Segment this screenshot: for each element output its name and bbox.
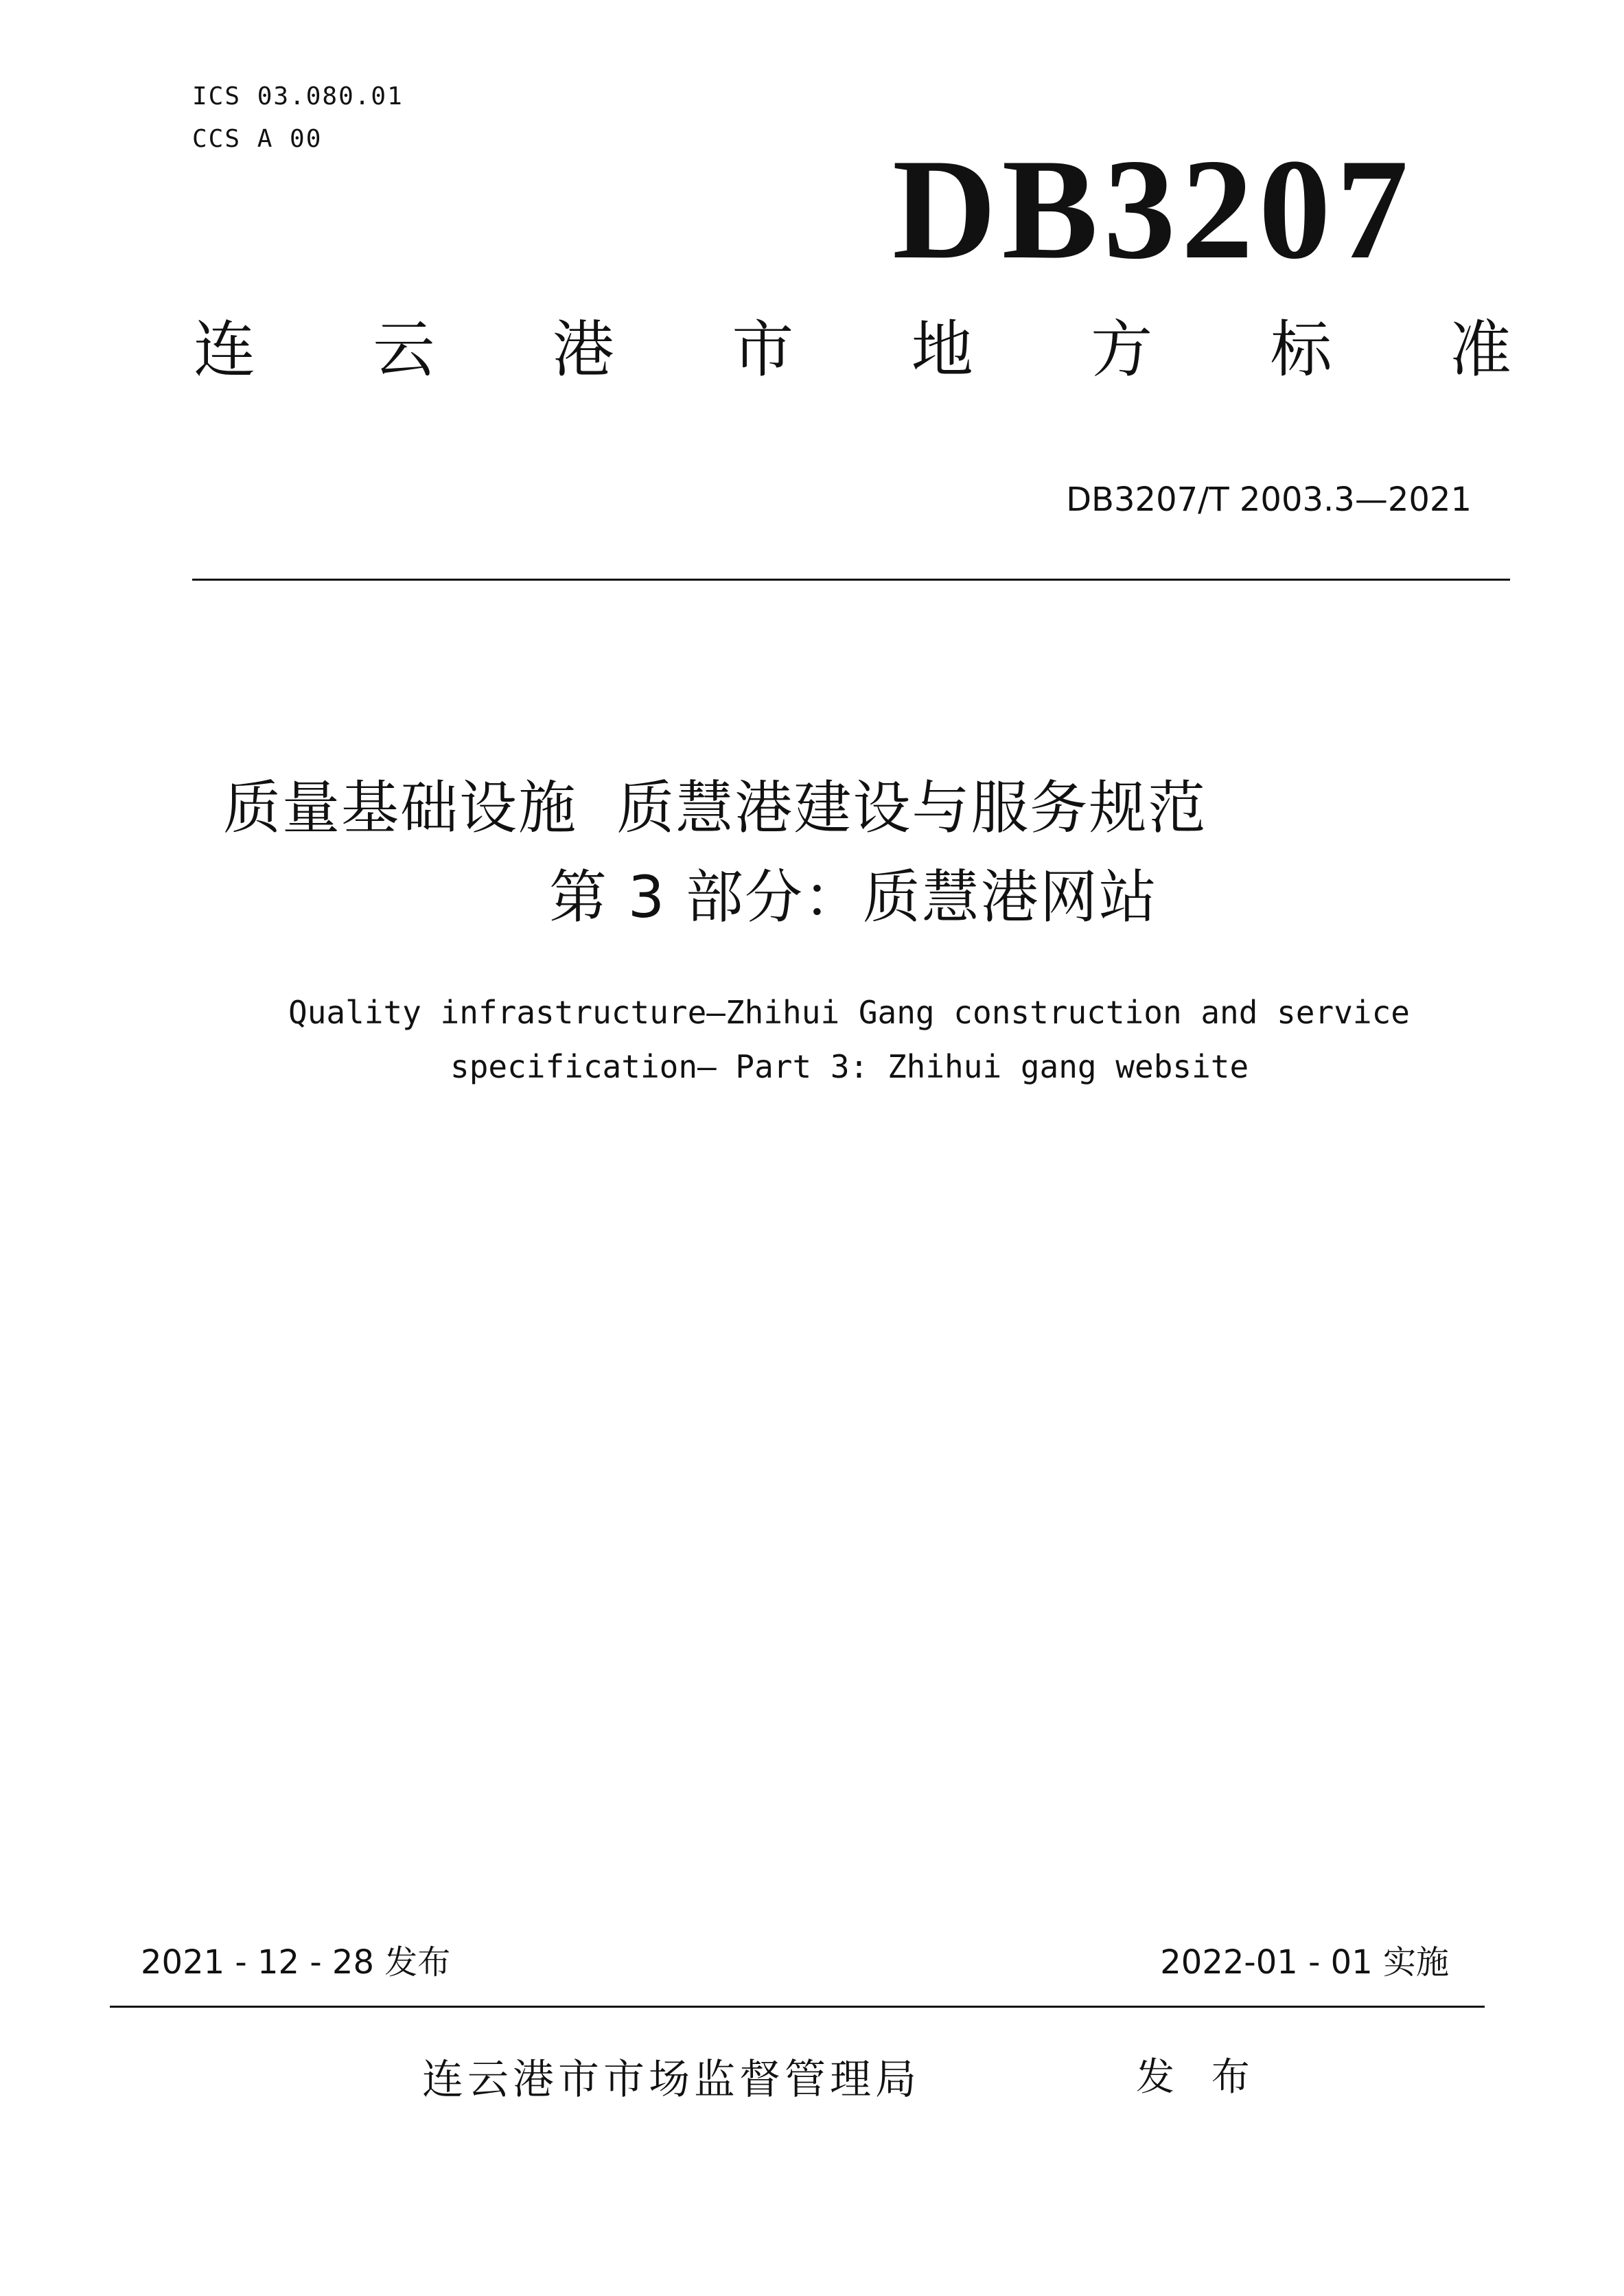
standard-type-char: 地	[911, 314, 973, 386]
issue-date: 2021 - 12 - 28 发布	[141, 1943, 451, 1982]
title-en-line1: Quality infrastructure—Zhihui Gang construction and service	[288, 994, 1410, 1031]
standard-type-char: 连	[194, 314, 255, 386]
ccs-code: CCS A 00	[192, 125, 323, 153]
standard-type-char: 标	[1270, 314, 1332, 386]
title-en-line2: specification— Part 3: Zhihui gang website	[450, 1048, 1249, 1085]
standard-type-char: 市	[732, 314, 794, 386]
issuing-authority: 连云港市市场监督管理局	[422, 2056, 920, 2104]
standard-type-char: 准	[1449, 314, 1511, 386]
bottom-divider	[110, 2006, 1485, 2008]
standard-type-heading	[194, 314, 1511, 386]
title-zh-line2: 第 3 部分：质慧港网站	[549, 863, 1158, 931]
ics-code: ICS 03.080.01	[192, 82, 404, 111]
implementation-date: 2022-01 - 01 实施	[1160, 1943, 1449, 1982]
standard-type-char: 港	[552, 314, 614, 386]
title-zh-line1: 质量基础设施 质慧港建设与服务规范	[223, 774, 1207, 842]
standard-type-char: 方	[1091, 314, 1153, 386]
standard-type-char: 云	[373, 314, 435, 386]
top-divider	[192, 579, 1510, 581]
issue-label: 发 布	[1136, 2055, 1262, 2100]
standard-number: DB3207/T 2003.3—2021	[1066, 480, 1472, 519]
standard-code-heading: DB3207	[892, 130, 1414, 289]
